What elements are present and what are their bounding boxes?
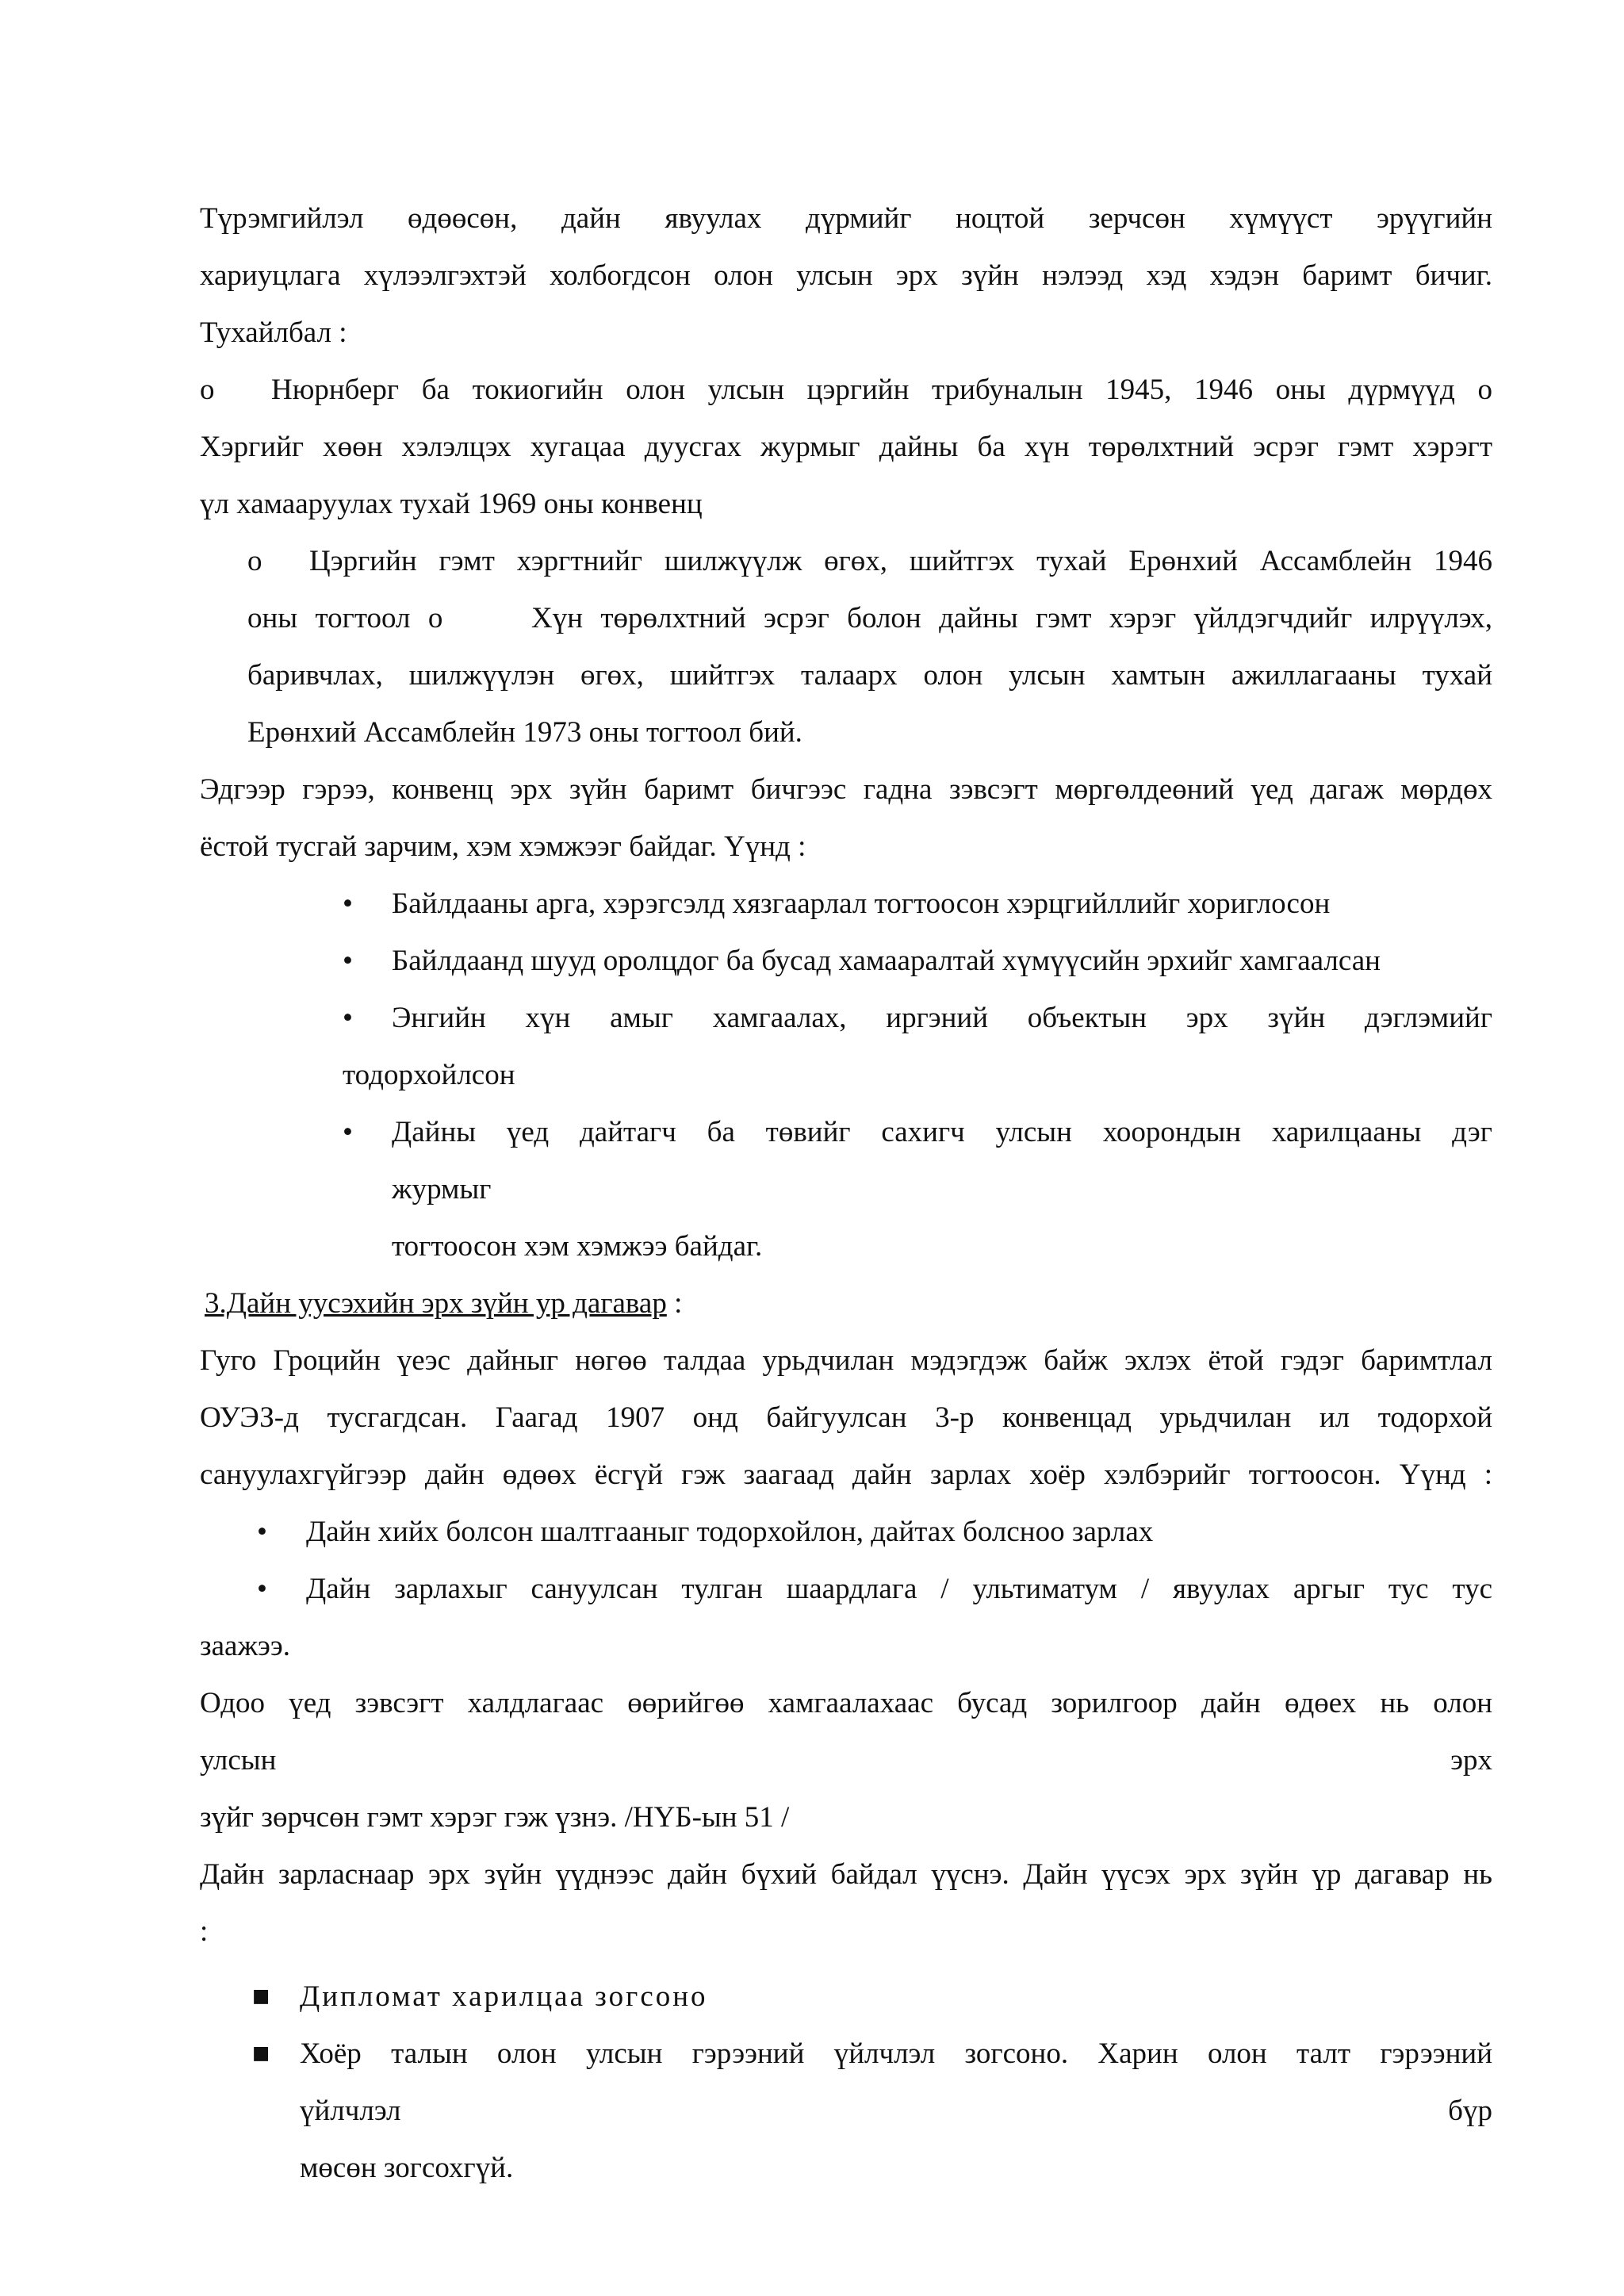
bullet-icon: • (257, 1573, 267, 1605)
list-item-1-line-1: Нюрнберг ба токиогийн олон улсын цэргийн трибуналын 1945, 1946 оны дүрмүүд о (271, 374, 1492, 406)
bullet-list-2 (200, 1504, 1492, 1675)
bullet-icon: • (343, 1002, 353, 1034)
paragraph-3-line-2: ОУЭЗ-д тусгагдсан. Гаагад 1907 онд байгуулсан 3-р конвенцад урьдчилан ил тодорхой (200, 1401, 1492, 1434)
list-item-2 (247, 533, 1492, 761)
paragraph-3-line-3: сануулахгүйгээр дайн өдөөх ёсгүй гэж заагаад дайн зарлах хоёр хэлбэрийг тогтоосон. Үүнд : (200, 1458, 1492, 1491)
intro-paragraph (200, 190, 1492, 362)
circle-bullet-icon: o (200, 374, 215, 406)
intro-line-1: Түрэмгийлэл өдөөсөн, дайн явуулах дүрмийг ноцтой зерчсөн хүмүүст эрүүгийн (200, 202, 1492, 235)
paragraph-5-line-1: Дайн зарласнаар эрх зүйн үүднээс дайн бүхий байдал үүснэ. Дайн үүсэх эрх зүйн үр дагавар нь (200, 1858, 1492, 1891)
section-3-title: 3.Дайн уусэхийн эрх зүйн ур дагавар (205, 1287, 667, 1320)
list-item-2-line-3: баривчлах, шилжүүлэн өгөх, шийтгэх талаарх олон улсын хамтын ажиллагааны тухай (247, 659, 1492, 692)
paragraph-2-line-2: ёстой тусгай зарчим, хэм хэмжээг байдаг. Үүнд : (200, 830, 806, 863)
bullet-icon: • (343, 1116, 353, 1148)
section-3-heading: 3.Дайн уусэхийн эрх зүйн ур дагавар : (205, 1287, 683, 1320)
square-bullet-icon: ■ (252, 2037, 270, 2070)
paragraph-5 (200, 1846, 1492, 1961)
paragraph-2-line-1: Эдгээр гэрээ, конвенц эрх зүйн баримт бичгээс гадна зэвсэгт мөргөлдеөний үед дагаж мөрдөх (200, 773, 1492, 806)
document-page (200, 190, 1492, 2197)
paragraph-4-line-3: зүйг зөрчсөн гэмт хэрэг гэж үзнэ. /НҮБ-ын 51 / (200, 1801, 790, 1834)
bullet-icon: • (343, 945, 353, 977)
list-item: • Дайн зарлахыг сануулсан тулган шаардлага / ультиматум / явуулах аргыг тус тус заажээ. (200, 1561, 1492, 1675)
list-item-2-line-2: оны тогтоол о Хүн төрөлхтний эсрэг болон дайны гэмт хэрэг үйлдэгчдийг илрүүлэх, (247, 602, 1492, 634)
list-item: • Дайн хийх болсон шалтгааныг тодорхойлон, дайтах болсноо зарлах (257, 1504, 1492, 1561)
bullet-icon: • (257, 1516, 267, 1548)
list-item-2-line-1: Цэргийн гэмт хэргтнийг шилжүүлж өгөх, шийтгэх тухай Ерөнхий Ассамблейн 1946 (309, 545, 1492, 577)
paragraph-3 (200, 1332, 1492, 1504)
bullet-icon: • (343, 887, 353, 920)
list-item: • Байлдаанд шууд оролцдог ба бусад хамааралтай хүмүүсийн эрхийг хамгаалсан (343, 933, 1492, 990)
paragraph-2 (200, 761, 1492, 876)
paragraph-4 (200, 1675, 1492, 1846)
paragraph-4-line-1: Одоо үед зэвсэгт халдлагаас өөрийгөө хамгаалахаас бусад зорилгоор дайн өдөех нь олон (200, 1687, 1492, 1719)
paragraph-4-line-2: улсын эрх (200, 1744, 1492, 1777)
list-item-2-line-4: Ерөнхий Ассамблейн 1973 оны тогтоол бий. (247, 716, 802, 749)
intro-line-3: Тухайлбал : (200, 316, 347, 349)
intro-line-2: хариуцлага хүлээлгэхтэй холбогдсон олон улсын эрх зүйн нэлээд хэд хэдэн баримт бичиг. (200, 259, 1492, 292)
list-item-1-line-3: үл хамааруулах тухай 1969 оны конвенц (200, 488, 703, 520)
square-list (252, 1968, 1492, 2197)
list-item: • Дайны үед дайтагч ба төвийг сахигч улсын хоорондын харилцааны дэг журмыг тогтоосон хэм хэмжээ байдаг. (343, 1104, 1492, 1275)
list-item: • Энгийн хүн амыг хамгаалах, иргэний объектын эрх зүйн дэглэмийг тодорхойлсон (343, 990, 1492, 1104)
bullet-list-1 (343, 876, 1492, 1275)
list-item: ■ Дипломат харилцаа зогсоно (252, 1968, 1492, 2026)
list-item: • Байлдааны арга, хэрэгсэлд хязгаарлал тогтоосон хэрцгийллийг хориглосон (343, 876, 1492, 933)
list-item-1 (200, 362, 1492, 533)
square-bullet-icon: ■ (252, 1980, 270, 2013)
list-item-1-line-2: Хэргийг хөөн хэлэлцэх хугацаа дуусгах журмыг дайны ба хүн төрөлхтний эсрэг гэмт хэрэгт (200, 431, 1492, 463)
list-item: ■ Хоёр талын олон улсын гэрээний үйлчлэл зогсоно. Харин олон талт гэрээний үйлчлэл бүр мөсөн зогсохгүй. (252, 2026, 1492, 2197)
paragraph-3-line-1: Гуго Гроцийн үеэс дайныг нөгөө талдаа урьдчилан мэдэгдэж байж эхлэх ётой гэдэг баримтлал (200, 1344, 1492, 1377)
paragraph-5-line-2: : (200, 1915, 209, 1948)
circle-bullet-icon: o (247, 545, 262, 577)
